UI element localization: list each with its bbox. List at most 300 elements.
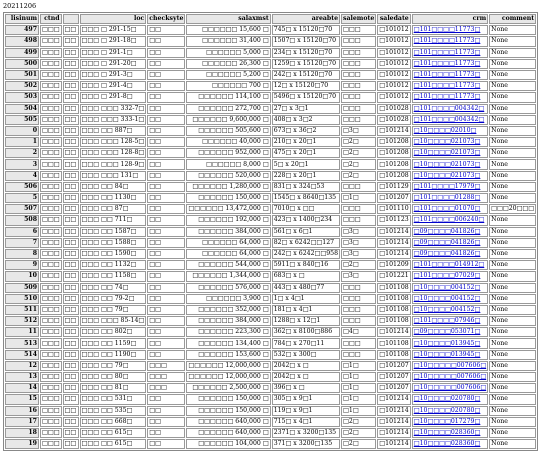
crm-link[interactable]: □10□□□□□007606□ bbox=[412, 383, 488, 393]
blank-cell: □□ bbox=[63, 182, 79, 192]
ctnd-cell: □□□ bbox=[40, 238, 62, 248]
saledate-cell: □101208 bbox=[377, 171, 410, 181]
salaxmst-cell: □□□□□□ 223,300 □ bbox=[186, 327, 270, 337]
areabte-cell: 119□ x 9□1 bbox=[272, 406, 340, 416]
blank-cell: □□ bbox=[63, 338, 79, 348]
blank-cell: □□ bbox=[63, 25, 79, 35]
table-row bbox=[5, 294, 536, 304]
crm-link[interactable]: □10□□□□004152□ bbox=[412, 283, 488, 293]
crm-link[interactable]: □10□□□□013945□ bbox=[412, 350, 488, 360]
comment-cell: None bbox=[489, 394, 536, 404]
blank-cell: □□ bbox=[63, 327, 79, 337]
saledate-cell: □101214 bbox=[377, 227, 410, 237]
blank-cell: □□ bbox=[63, 316, 79, 326]
crm-link[interactable]: □101□□□□01070□ bbox=[412, 204, 488, 214]
crm-link[interactable]: □101□□□□014912□ bbox=[412, 260, 488, 270]
loc-cell: □□□ □□ 615□ bbox=[80, 439, 147, 449]
crm-link[interactable]: □101□□□□11773□ bbox=[412, 48, 488, 58]
checksyte-cell: □□ bbox=[147, 70, 185, 80]
row-index-cell: 506 bbox=[5, 182, 39, 192]
salaxmst-cell: □□□□□□ 15,600 □ bbox=[186, 25, 270, 35]
loc-cell: □□□ □□□ 131□ bbox=[80, 171, 147, 181]
loc-cell: □□□ □ 291-4□ bbox=[80, 81, 147, 91]
blank-cell: □□ bbox=[63, 70, 79, 80]
ctnd-cell: □□□ bbox=[40, 36, 62, 46]
saledate-cell: □101012 bbox=[377, 92, 410, 102]
ctnd-cell: □□□ bbox=[40, 350, 62, 360]
areabte-cell: 831□ x 324□53 bbox=[272, 182, 340, 192]
ctnd-cell: □□□ bbox=[40, 227, 62, 237]
loc-cell: □□□ □□ 80□ bbox=[80, 372, 147, 382]
blank-cell: □□ bbox=[63, 439, 79, 449]
crm-link[interactable]: □101□□□□11773□ bbox=[412, 92, 488, 102]
column-header: areabte bbox=[272, 14, 340, 24]
saledate-cell: □101214 bbox=[377, 406, 410, 416]
crm-link[interactable]: □101□□□□07946□ bbox=[412, 316, 488, 326]
checksyte-cell: □□ bbox=[147, 182, 185, 192]
blank-cell: □□ bbox=[63, 383, 79, 393]
blank-cell: □□ bbox=[63, 305, 79, 315]
row-index-cell: 10 bbox=[5, 271, 39, 281]
loc-cell: □□□ □□ 1190□ bbox=[80, 350, 147, 360]
blank-cell: □□ bbox=[63, 48, 79, 58]
salaxmst-cell: □□□□□□ 8,000 □ bbox=[186, 159, 270, 169]
checksyte-cell: □□ bbox=[147, 271, 185, 281]
comment-cell: None bbox=[489, 227, 536, 237]
row-index-cell: 14 bbox=[5, 383, 39, 393]
loc-cell: □□□ □□ 615□ bbox=[80, 428, 147, 438]
comment-cell: None bbox=[489, 70, 536, 80]
comment-cell: None bbox=[489, 271, 536, 281]
checksyte-cell: □□ bbox=[147, 171, 185, 181]
row-index-cell: 508 bbox=[5, 215, 39, 225]
ctnd-cell: □□□ bbox=[40, 249, 62, 259]
saledate-cell: □101209 bbox=[377, 260, 410, 270]
salaxmst-cell: □□□□□□ 31,400 □ bbox=[186, 36, 270, 46]
checksyte-cell: □□ bbox=[147, 294, 185, 304]
saledate-cell: □101214 bbox=[377, 126, 410, 136]
salaxmst-cell: □□□□□□ 640,000 □ bbox=[186, 428, 270, 438]
saledate-cell: □101214 bbox=[377, 439, 410, 449]
loc-cell: □□□ □□ 668□ bbox=[80, 417, 147, 427]
table-row bbox=[5, 338, 536, 348]
row-index-cell: 7 bbox=[5, 238, 39, 248]
ctnd-cell: □□□ bbox=[40, 338, 62, 348]
ctnd-cell: □□□ bbox=[40, 59, 62, 69]
salemote-cell: □□□ bbox=[341, 92, 376, 102]
salemote-cell: □□□ bbox=[341, 59, 376, 69]
crm-link[interactable]: □101□□□□11773□ bbox=[412, 36, 488, 46]
crm-link[interactable]: □10□□□□□007606□ bbox=[412, 372, 488, 382]
salaxmst-cell: □□□□□□ 64,000 □ bbox=[186, 238, 270, 248]
crm-link[interactable]: □09□□□□041826□ bbox=[412, 238, 488, 248]
crm-link[interactable]: □09□□□□041826□ bbox=[412, 249, 488, 259]
table-row bbox=[5, 115, 536, 125]
loc-cell: □□□ □□ 1590□ bbox=[80, 249, 147, 259]
areabte-cell: 396□ x □ bbox=[272, 383, 340, 393]
salaxmst-cell: □□□□□□ 3,900 □ bbox=[186, 294, 270, 304]
salemote-cell: □□□ bbox=[341, 182, 376, 192]
ctnd-cell: □□□ bbox=[40, 159, 62, 169]
comment-cell: None bbox=[489, 36, 536, 46]
salemote-cell: □□□ bbox=[341, 294, 376, 304]
checksyte-cell: □□□ bbox=[147, 361, 185, 371]
checksyte-cell: □□ bbox=[147, 338, 185, 348]
salemote-cell: □3□ bbox=[341, 249, 376, 259]
saledate-cell: □101207 bbox=[377, 372, 410, 382]
crm-link[interactable]: □10□□□□02010□ bbox=[412, 126, 488, 136]
areabte-cell: 242□ x 6242□□958 bbox=[272, 249, 340, 259]
checksyte-cell: □□ bbox=[147, 260, 185, 270]
saledate-cell: □101214 bbox=[377, 327, 410, 337]
checksyte-cell: □□□ bbox=[147, 372, 185, 382]
table-row bbox=[5, 182, 536, 192]
areabte-cell: 2371□ x 3200□135 bbox=[272, 428, 340, 438]
checksyte-cell: □□ bbox=[147, 36, 185, 46]
ctnd-cell: □□□ bbox=[40, 372, 62, 382]
comment-cell: None bbox=[489, 59, 536, 69]
checksyte-cell: □□ bbox=[147, 59, 185, 69]
crm-link[interactable]: □101□□□□004342□ bbox=[412, 104, 488, 114]
row-index-cell: 0 bbox=[5, 126, 39, 136]
blank-cell: □□ bbox=[63, 193, 79, 203]
areabte-cell: 305□ x 9□1 bbox=[272, 394, 340, 404]
checksyte-cell: □□ bbox=[147, 327, 185, 337]
loc-cell: □□□ □□ 535□ bbox=[80, 406, 147, 416]
saledate-cell: □101208 bbox=[377, 159, 410, 169]
comment-cell: None bbox=[489, 159, 536, 169]
ctnd-cell: □□□ bbox=[40, 25, 62, 35]
table-row bbox=[5, 316, 536, 326]
ctnd-cell: □□□ bbox=[40, 115, 62, 125]
table-row bbox=[5, 193, 536, 203]
saledate-cell: □101108 bbox=[377, 350, 410, 360]
table-row bbox=[5, 48, 536, 58]
crm-link[interactable]: □101□□□□004342□ bbox=[412, 115, 488, 125]
ctnd-cell: □□□ bbox=[40, 81, 62, 91]
salaxmst-cell: □□□□□□ 5,000 □ bbox=[186, 48, 270, 58]
table-row bbox=[5, 350, 536, 360]
row-index-cell: 16 bbox=[5, 406, 39, 416]
saledate-cell: □101129 bbox=[377, 182, 410, 192]
table-row bbox=[5, 439, 536, 449]
loc-cell: □□□ □□ 87□ bbox=[80, 204, 147, 214]
salemote-cell: □3□ bbox=[341, 126, 376, 136]
salaxmst-cell: □□□□□□ 13,472,000 □ bbox=[186, 204, 270, 214]
ctnd-cell: □□□ bbox=[40, 193, 62, 203]
salemote-cell: □2□ bbox=[341, 159, 376, 169]
column-header: salaxmst bbox=[186, 14, 270, 24]
ctnd-cell: □□□ bbox=[40, 92, 62, 102]
saledate-cell: □101214 bbox=[377, 428, 410, 438]
table-row bbox=[5, 215, 536, 225]
salemote-cell: □□□ bbox=[341, 215, 376, 225]
comment-cell: None bbox=[489, 372, 536, 382]
column-header bbox=[63, 14, 79, 24]
checksyte-cell: □□ bbox=[147, 305, 185, 315]
checksyte-cell: □□ bbox=[147, 115, 185, 125]
crm-link[interactable]: □101□□□□07029□ bbox=[412, 271, 488, 281]
table-row bbox=[5, 238, 536, 248]
blank-cell: □□ bbox=[63, 215, 79, 225]
crm-link[interactable]: □10□□□□□007606□ bbox=[412, 361, 488, 371]
table-row bbox=[5, 327, 536, 337]
loc-cell: □□□ □□ 887□ bbox=[80, 126, 147, 136]
checksyte-cell: □□ bbox=[147, 159, 185, 169]
table-row bbox=[5, 383, 536, 393]
salemote-cell: □1□ bbox=[341, 406, 376, 416]
salemote-cell: □□□ bbox=[341, 104, 376, 114]
ctnd-cell: □□□ bbox=[40, 327, 62, 337]
saledate-cell: □101012 bbox=[377, 48, 410, 58]
crm-link[interactable]: □10□□□□028360□ bbox=[412, 428, 488, 438]
checksyte-cell: □□ bbox=[147, 204, 185, 214]
ctnd-cell: □□□ bbox=[40, 104, 62, 114]
table-row bbox=[5, 361, 536, 371]
loc-cell: □□□ □□ 802□ bbox=[80, 327, 147, 337]
comment-cell: None bbox=[489, 48, 536, 58]
salemote-cell: □3□ bbox=[341, 227, 376, 237]
blank-cell: □□ bbox=[63, 126, 79, 136]
areabte-cell: 5496□ x 15120□70 bbox=[272, 92, 340, 102]
crm-link[interactable]: □10□□□□028360□ bbox=[412, 439, 488, 449]
areabte-cell: 423□ x 1400□234 bbox=[272, 215, 340, 225]
crm-link[interactable]: □10□□□□017279□ bbox=[412, 417, 488, 427]
saledate-cell: □101123 bbox=[377, 215, 410, 225]
checksyte-cell: □□ bbox=[147, 81, 185, 91]
comment-cell: None bbox=[489, 25, 536, 35]
areabte-cell: 1259□ x 15120□70 bbox=[272, 59, 340, 69]
loc-cell: □□□ □□□ 128-9□ bbox=[80, 159, 147, 169]
table-row bbox=[5, 104, 536, 114]
crm-link[interactable]: □10□□□□020780□ bbox=[412, 406, 488, 416]
salemote-cell: □2□ bbox=[341, 148, 376, 158]
checksyte-cell: □□ bbox=[147, 394, 185, 404]
comment-cell: □□□20□□□ bbox=[489, 204, 536, 214]
salemote-cell: □□□ bbox=[341, 36, 376, 46]
salaxmst-cell: □□□□□□ 952,000 □ bbox=[186, 148, 270, 158]
comment-cell: None bbox=[489, 81, 536, 91]
comment-cell: None bbox=[489, 137, 536, 147]
table-body bbox=[5, 25, 536, 449]
crm-link[interactable]: □09□□□□053071□ bbox=[412, 327, 488, 337]
areabte-cell: 745□ x 15120□70 bbox=[272, 25, 340, 35]
loc-cell: □□□ □□□ 333-1□ bbox=[80, 115, 147, 125]
table-row bbox=[5, 81, 536, 91]
crm-link[interactable]: □10□□□□021073□ bbox=[412, 159, 488, 169]
blank-cell: □□ bbox=[63, 361, 79, 371]
areabte-cell: 27□ x 3□1 bbox=[272, 104, 340, 114]
areabte-cell: 7010□ x □□ bbox=[272, 204, 340, 214]
crm-link[interactable]: □09□□□□041826□ bbox=[412, 227, 488, 237]
ctnd-cell: □□□ bbox=[40, 171, 62, 181]
comment-cell: None bbox=[489, 406, 536, 416]
comment-cell: None bbox=[489, 215, 536, 225]
saledate-cell: □101108 bbox=[377, 283, 410, 293]
row-index-cell: 514 bbox=[5, 350, 39, 360]
crm-link[interactable]: □101□□□□11773□ bbox=[412, 81, 488, 91]
blank-cell: □□ bbox=[63, 417, 79, 427]
blank-cell: □□ bbox=[63, 294, 79, 304]
loc-cell: □□□ □□□ 128-8□ bbox=[80, 148, 147, 158]
row-index-cell: 2 bbox=[5, 148, 39, 158]
crm-link[interactable]: □101□□□□11773□ bbox=[412, 25, 488, 35]
ctnd-cell: □□□ bbox=[40, 70, 62, 80]
ctnd-cell: □□□ bbox=[40, 361, 62, 371]
saledate-cell: □101012 bbox=[377, 81, 410, 91]
crm-link[interactable]: □10□□□□004152□ bbox=[412, 305, 488, 315]
salemote-cell: □1□ bbox=[341, 394, 376, 404]
table-row bbox=[5, 171, 536, 181]
saledate-cell: □101221 bbox=[377, 271, 410, 281]
comment-cell: None bbox=[489, 104, 536, 114]
areabte-cell: 475□ x 20□1 bbox=[272, 148, 340, 158]
checksyte-cell: □□ bbox=[147, 137, 185, 147]
comment-cell: None bbox=[489, 238, 536, 248]
row-index-cell: 509 bbox=[5, 283, 39, 293]
checksyte-cell: □□□ bbox=[147, 383, 185, 393]
crm-link[interactable]: □10□□□□021073□ bbox=[412, 137, 488, 147]
crm-link[interactable]: □10□□□□020780□ bbox=[412, 394, 488, 404]
comment-cell: None bbox=[489, 305, 536, 315]
crm-link[interactable]: □101□□□□006240□ bbox=[412, 215, 488, 225]
salaxmst-cell: □□□□□□ 64,000 □ bbox=[186, 249, 270, 259]
comment-cell: None bbox=[489, 338, 536, 348]
areabte-cell: 673□ x 36□2 bbox=[272, 126, 340, 136]
saledate-cell: □101012 bbox=[377, 70, 410, 80]
table-header-row bbox=[5, 14, 536, 24]
salaxmst-cell: □□□□□□ 134,400 □ bbox=[186, 338, 270, 348]
salaxmst-cell: □□□□□□ 640,000 □ bbox=[186, 417, 270, 427]
areabte-cell: 5□ x 20□1 bbox=[272, 159, 340, 169]
comment-cell: None bbox=[489, 428, 536, 438]
comment-cell: None bbox=[489, 316, 536, 326]
checksyte-cell: □□ bbox=[147, 417, 185, 427]
crm-link[interactable]: □101□□□□01288□ bbox=[412, 193, 488, 203]
salaxmst-cell: □□□□□□ 272,700 □ bbox=[186, 104, 270, 114]
table-row bbox=[5, 148, 536, 158]
row-index-cell: 9 bbox=[5, 260, 39, 270]
salemote-cell: □□□ bbox=[341, 305, 376, 315]
loc-cell: □□□ □□ 1132□ bbox=[80, 260, 147, 270]
crm-link[interactable]: □10□□□□013945□ bbox=[412, 338, 488, 348]
checksyte-cell: □□ bbox=[147, 238, 185, 248]
saledate-cell: □101214 bbox=[377, 417, 410, 427]
row-index-cell: 6 bbox=[5, 227, 39, 237]
comment-cell: None bbox=[489, 249, 536, 259]
comment-cell: None bbox=[489, 92, 536, 102]
salaxmst-cell: □□□□□□ 150,000 □ bbox=[186, 406, 270, 416]
crm-link[interactable]: □10□□□□021073□ bbox=[412, 171, 488, 181]
row-index-cell: 19 bbox=[5, 439, 39, 449]
checksyte-cell: □□ bbox=[147, 193, 185, 203]
loc-cell: □□□ □ 291-1□ bbox=[80, 48, 147, 58]
crm-link[interactable]: □101□□□□11773□ bbox=[412, 70, 488, 80]
loc-cell: □□□ □□ 1587□ bbox=[80, 227, 147, 237]
loc-cell: □□□ □□□ 128-5□ bbox=[80, 137, 147, 147]
loc-cell: □□□ □ 291-15□ bbox=[80, 25, 147, 35]
salaxmst-cell: □□□□□□ 114,100 □ bbox=[186, 92, 270, 102]
salemote-cell: □3□ bbox=[341, 238, 376, 248]
table-row bbox=[5, 137, 536, 147]
blank-cell: □□ bbox=[63, 350, 79, 360]
ctnd-cell: □□□ bbox=[40, 215, 62, 225]
salemote-cell: □□□ bbox=[341, 81, 376, 91]
table-row bbox=[5, 417, 536, 427]
salemote-cell: □2□ bbox=[341, 428, 376, 438]
row-index-cell: 12 bbox=[5, 361, 39, 371]
saledate-cell: □101028 bbox=[377, 104, 410, 114]
ctnd-cell: □□□ bbox=[40, 439, 62, 449]
row-index-cell: 501 bbox=[5, 70, 39, 80]
loc-cell: □□□ □□ 79□ bbox=[80, 305, 147, 315]
blank-cell: □□ bbox=[63, 204, 79, 214]
blank-cell: □□ bbox=[63, 115, 79, 125]
checksyte-cell: □□ bbox=[147, 316, 185, 326]
areabte-cell: 2042□ x □ bbox=[272, 372, 340, 382]
areabte-cell: 181□ x 4□1 bbox=[272, 305, 340, 315]
crm-link[interactable]: □10□□□□021073□ bbox=[412, 148, 488, 158]
ctnd-cell: □□□ bbox=[40, 383, 62, 393]
table-row bbox=[5, 159, 536, 169]
ctnd-cell: □□□ bbox=[40, 182, 62, 192]
areabte-cell: 443□ x 480□77 bbox=[272, 283, 340, 293]
ctnd-cell: □□□ bbox=[40, 148, 62, 158]
loc-cell: □□□ □□ 1130□ bbox=[80, 193, 147, 203]
salaxmst-cell: □□□□□□ 192,000 □ bbox=[186, 215, 270, 225]
salemote-cell: □1□ bbox=[341, 372, 376, 382]
checksyte-cell: □□ bbox=[147, 439, 185, 449]
table-row bbox=[5, 305, 536, 315]
salaxmst-cell: □□□□□□ 1,280,000 □ bbox=[186, 182, 270, 192]
blank-cell: □□ bbox=[63, 36, 79, 46]
loc-cell: □□□ □ 291-20□ bbox=[80, 59, 147, 69]
saledate-cell: □101214 bbox=[377, 394, 410, 404]
crm-link[interactable]: □101□□□□17979□ bbox=[412, 182, 488, 192]
comment-cell: None bbox=[489, 294, 536, 304]
table-row bbox=[5, 249, 536, 259]
salaxmst-cell: □□□□□□ 12,000,000 □ bbox=[186, 372, 270, 382]
salemote-cell: □2□ bbox=[341, 137, 376, 147]
crm-link[interactable]: □10□□□□004152□ bbox=[412, 294, 488, 304]
areabte-cell: 532□ x 300□ bbox=[272, 350, 340, 360]
column-header: loc bbox=[80, 14, 147, 24]
row-index-cell: 11 bbox=[5, 327, 39, 337]
checksyte-cell: □□ bbox=[147, 350, 185, 360]
areabte-cell: 371□ x 3200□135 bbox=[272, 439, 340, 449]
ctnd-cell: □□□ bbox=[40, 417, 62, 427]
saledate-cell: □101214 bbox=[377, 249, 410, 259]
saledate-cell: □101207 bbox=[377, 193, 410, 203]
salaxmst-cell: □□□□□□ 153,600 □ bbox=[186, 350, 270, 360]
salaxmst-cell: □□□□□□ 12,000,000 □ bbox=[186, 361, 270, 371]
row-index-cell: 500 bbox=[5, 59, 39, 69]
table-row bbox=[5, 70, 536, 80]
column-header: lisinum bbox=[5, 14, 39, 24]
salaxmst-cell: □□□□□□ 104,000 □ bbox=[186, 439, 270, 449]
column-header: ctnd bbox=[40, 14, 62, 24]
salaxmst-cell: □□□□□□ 5,200 □ bbox=[186, 70, 270, 80]
table-row bbox=[5, 126, 536, 136]
saledate-cell: □101208 bbox=[377, 148, 410, 158]
loc-cell: □□□ □□□ 332-7□ bbox=[80, 104, 147, 114]
ctnd-cell: □□□ bbox=[40, 204, 62, 214]
crm-link[interactable]: □101□□□□11773□ bbox=[412, 59, 488, 69]
row-index-cell: 8 bbox=[5, 249, 39, 259]
table-row bbox=[5, 394, 536, 404]
areabte-cell: 82□ x 6242□□127 bbox=[272, 238, 340, 248]
loc-cell: □□□ □ 291-18□ bbox=[80, 36, 147, 46]
